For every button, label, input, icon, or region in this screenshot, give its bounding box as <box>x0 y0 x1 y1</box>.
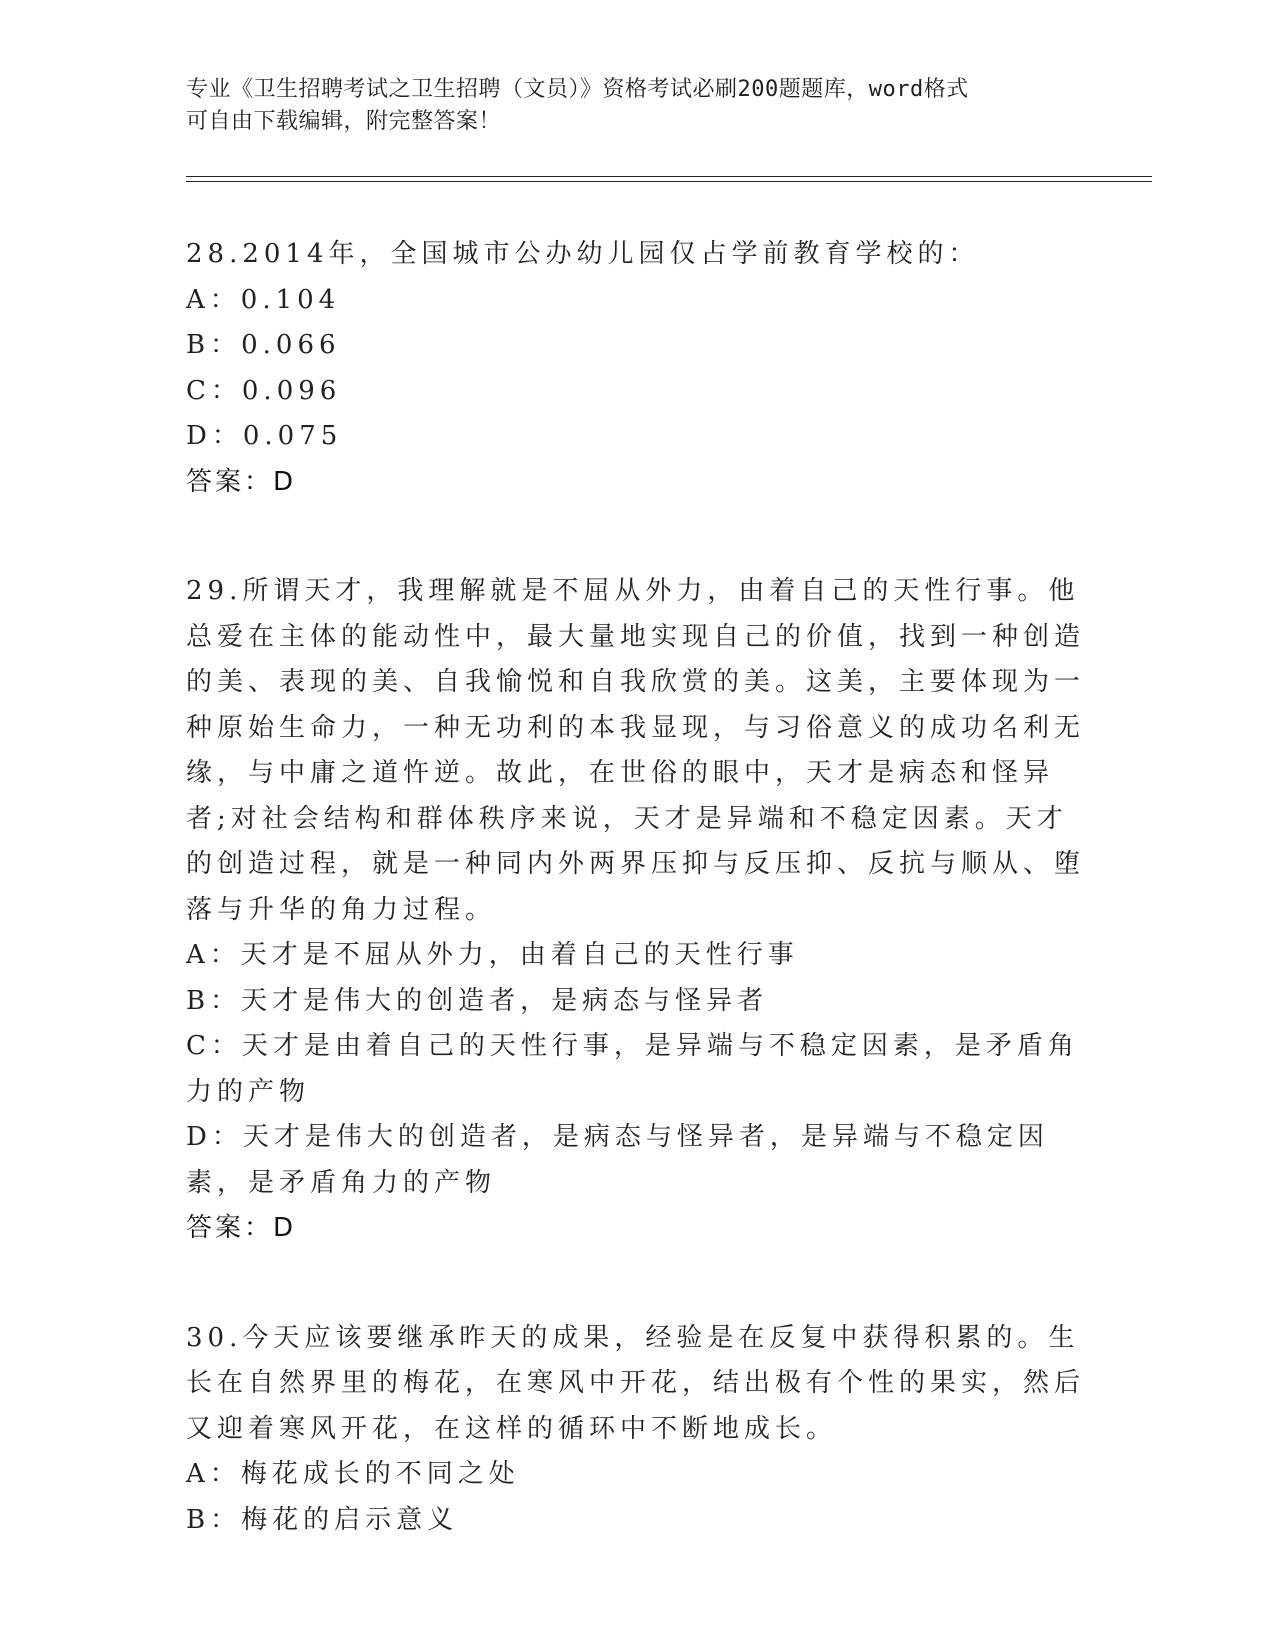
answer-label: 答案：D <box>186 1213 297 1243</box>
question-30 <box>186 1316 1086 1544</box>
header-line-1: 专业《卫生招聘考试之卫生招聘（文员）》资格考试必刷200题题库，word格式 <box>186 77 969 102</box>
header-line-2: 可自由下载编辑，附完整答案！ <box>186 109 502 134</box>
option-c: C：天才是由着自己的天性行事，是异端与不稳定因素，是矛盾角力的产物 <box>186 1031 1079 1107</box>
option-d: D：0.075 <box>186 421 343 451</box>
question-stem: 29.所谓天才，我理解就是不屈从外力，由着自己的天性行事。他总爱在主体的能动性中，最大量地实现自己的价值，找到一种创造的美、表现的美、自我愉悦和自我欣赏的美。这美，主要体现为一种原始生命力，一种无功利的本我显现，与习俗意义的成功名利无缘，与中庸之道忤逆。故此，在世俗的眼中，天才是病态和怪异者;对社会结构和群体秩序来说，天才是异端和不稳定因素。天才的创造过程，就是一种同内外两界压抑与反压抑、反抗与顺从、堕落与升华的角力过程。 <box>186 576 1086 925</box>
option-b: B：梅花的启示意义 <box>186 1504 459 1535</box>
question-28 <box>186 232 1086 505</box>
question-stem: 30.今天应该要继承昨天的成果，经验是在反复中获得积累的。生长在自然界里的梅花，在寒风中开花，结出极有个性的果实，然后又迎着寒风开花，在这样的循环中不断地成长。 <box>186 1322 1086 1444</box>
option-d: D：天才是伟大的创造者，是病态与怪异者，是异端与不稳定因素，是矛盾角力的产物 <box>186 1122 1049 1198</box>
document-header <box>186 74 1086 138</box>
option-a: A：0.104 <box>186 284 341 315</box>
question-stem: 28.2014年，全国城市公办幼儿园仅占学前教育学校的： <box>186 239 980 269</box>
option-c: C：0.096 <box>186 375 342 406</box>
option-a: A：天才是不屈从外力，由着自己的天性行事 <box>186 940 799 970</box>
answer-label: 答案：D <box>186 466 297 497</box>
question-29 <box>186 569 1086 1252</box>
option-b: B：0.066 <box>186 330 341 360</box>
question-list <box>186 232 1086 1607</box>
option-b: B：天才是伟大的创造者，是病态与怪异者 <box>186 985 769 1016</box>
header-divider <box>186 176 1152 182</box>
option-a: A：梅花成长的不同之处 <box>186 1459 520 1489</box>
